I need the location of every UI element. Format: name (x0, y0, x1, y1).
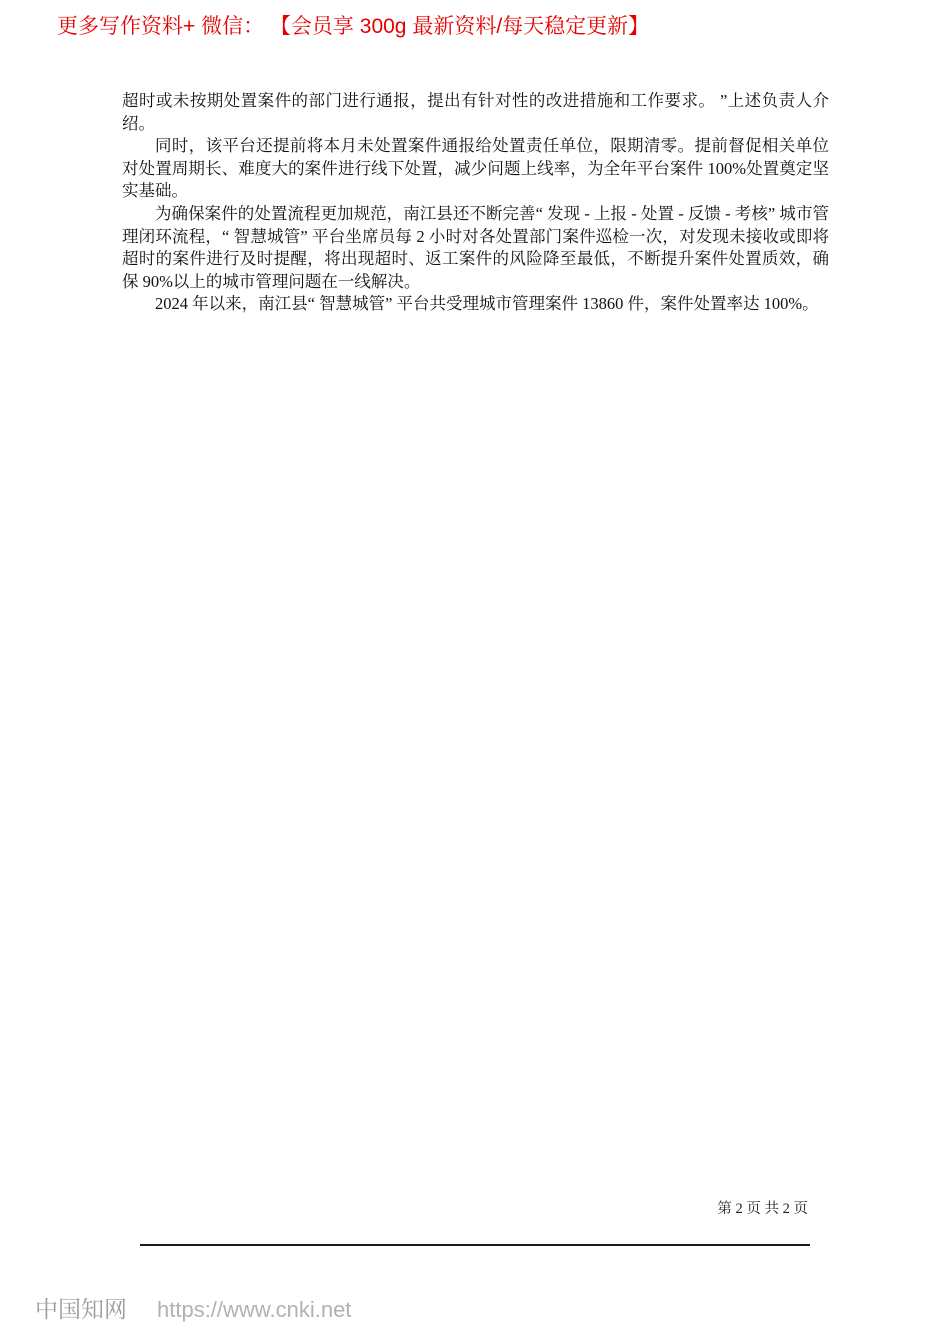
promo-header-text: 更多写作资料+ 微信： 【会员享 300g 最新资料/每天稳定更新】 (57, 15, 650, 38)
footer-divider (140, 1244, 810, 1246)
page-indicator: 第 2 页 共 2 页 (717, 1201, 808, 1217)
paragraph: 超时或未按期处置案件的部门进行通报，提出有针对性的改进措施和工作要求。 ”上述负责人介绍。 (122, 91, 829, 133)
paragraph: 2024 年以来，南江县“ 智慧城管” 平台共受理城市管理案件 13860 件，案件处置率达 100%。 (155, 294, 819, 314)
document-body (122, 90, 829, 316)
paragraph: 为确保案件的处置流程更加规范，南江县还不断完善“ 发现 - 上报 - 处置 - 反馈 - 考核” 城市管理闭环流程，“ 智慧城管” 平台坐席员每 2 小时对各处置部门案件巡检一次，对发现未接收或即将超时的案件进行及时提醒，将出现超时、返工案件的风险降至最低，不断提升案件处置质效，确保 90%以上的城市管理问题在一线解决。 (122, 203, 829, 291)
cnki-site-name: 中国知网 (35, 1296, 127, 1322)
cnki-watermark (35, 1291, 351, 1324)
cnki-site-url-link[interactable]: https://www.cnki.net (157, 1297, 352, 1322)
paragraph: 同时，该平台还提前将本月未处置案件通报给处置责任单位，限期清零。提前督促相关单位对处置周期长、难度大的案件进行线下处置，减少问题上线率，为全年平台案件 100%处置奠定坚实基础。 (122, 136, 829, 201)
